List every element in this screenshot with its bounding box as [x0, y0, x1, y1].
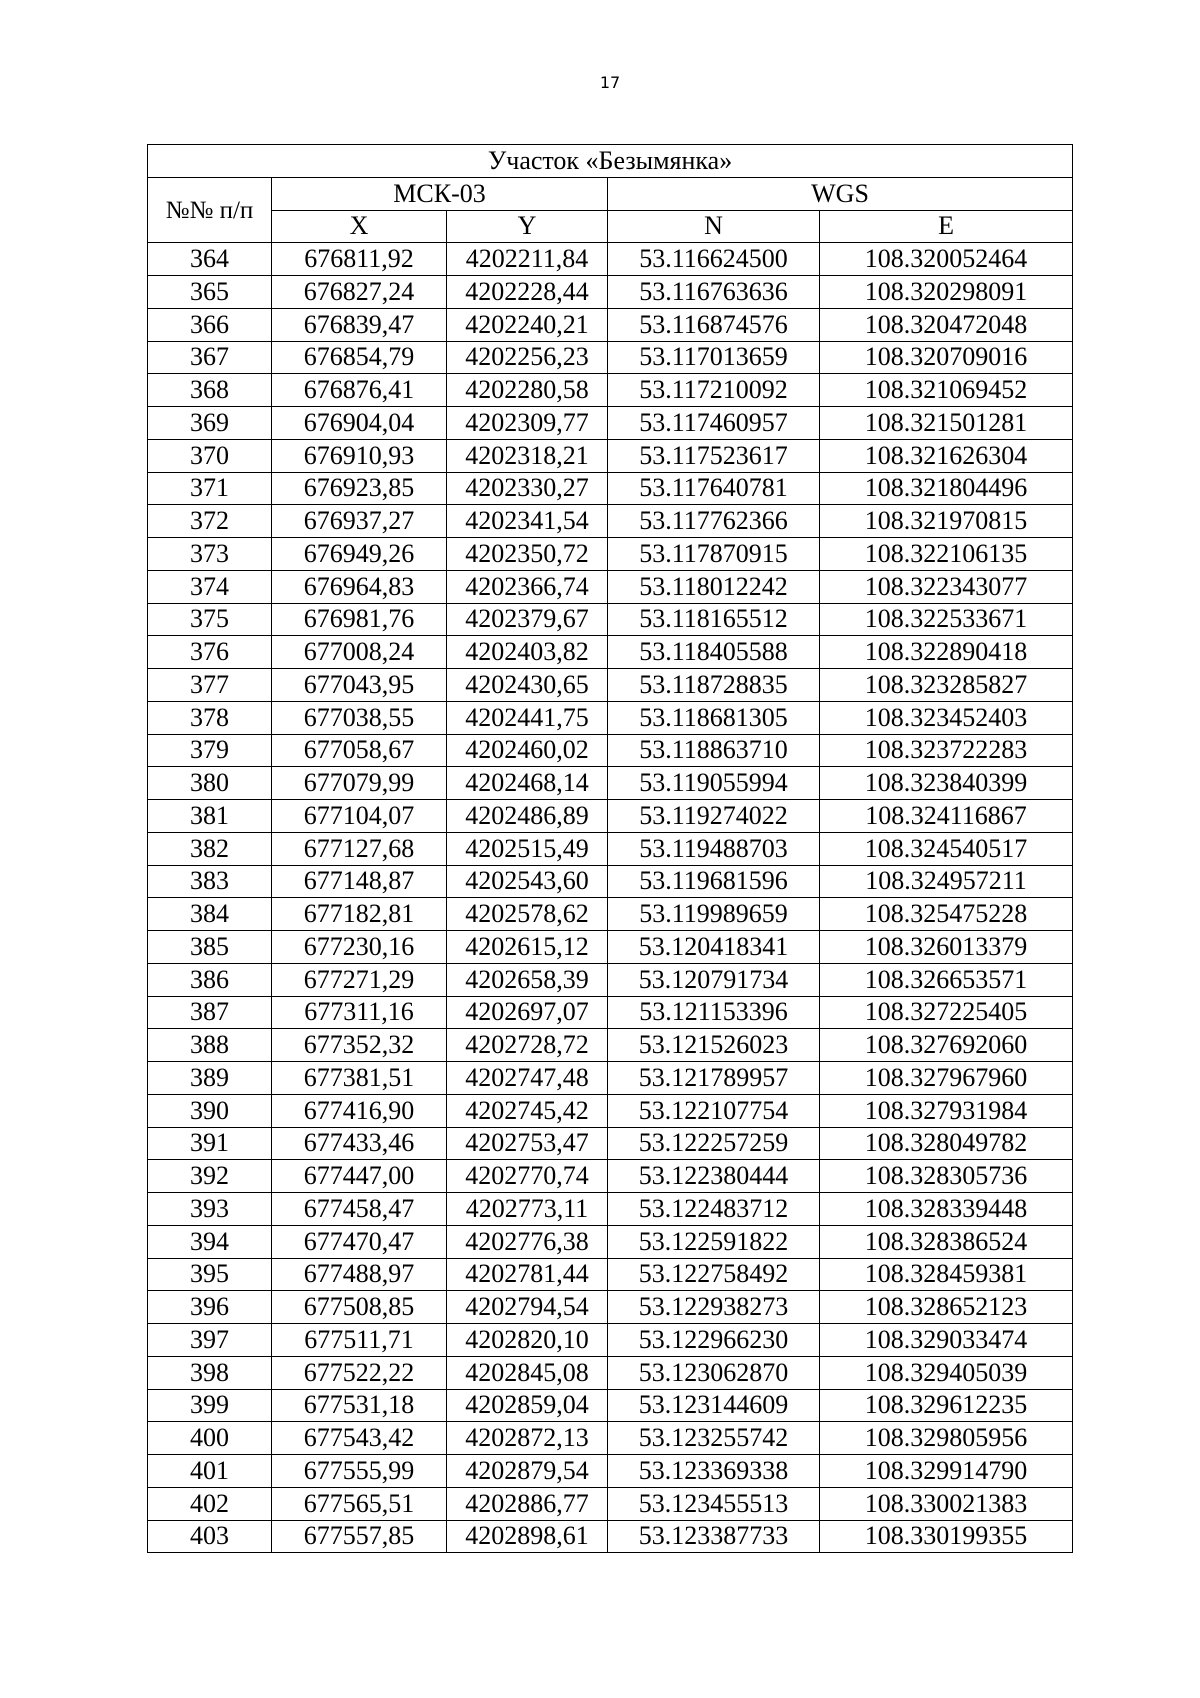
- e-cell: 108.323285827: [820, 669, 1073, 702]
- table-row: [148, 439, 1073, 472]
- point-number-cell: 370: [148, 439, 272, 472]
- y-cell: 4202747,48: [447, 1062, 608, 1095]
- table-row: [148, 570, 1073, 603]
- table-row: [148, 1487, 1073, 1520]
- x-cell: 677447,00: [272, 1160, 447, 1193]
- point-number-cell: 398: [148, 1356, 272, 1389]
- x-cell: 677104,07: [272, 800, 447, 833]
- x-cell: 677543,42: [272, 1422, 447, 1455]
- table-row: [148, 636, 1073, 669]
- e-cell: 108.321501281: [820, 407, 1073, 440]
- x-cell: 677008,24: [272, 636, 447, 669]
- y-cell: 4202486,89: [447, 800, 608, 833]
- y-cell: 4202658,39: [447, 963, 608, 996]
- y-cell: 4202794,54: [447, 1291, 608, 1324]
- point-number-cell: 376: [148, 636, 272, 669]
- n-cell: 53.117210092: [608, 374, 820, 407]
- n-cell: 53.119274022: [608, 800, 820, 833]
- e-cell: 108.327692060: [820, 1029, 1073, 1062]
- x-cell: 677522,22: [272, 1356, 447, 1389]
- table-row: [148, 1291, 1073, 1324]
- point-number-cell: 396: [148, 1291, 272, 1324]
- n-cell: 53.117523617: [608, 439, 820, 472]
- x-cell: 676964,83: [272, 570, 447, 603]
- point-number-cell: 378: [148, 701, 272, 734]
- x-cell: 677557,85: [272, 1520, 447, 1553]
- point-number-cell: 381: [148, 800, 272, 833]
- n-cell: 53.122107754: [608, 1094, 820, 1127]
- x-cell: 676923,85: [272, 472, 447, 505]
- e-cell: 108.328305736: [820, 1160, 1073, 1193]
- y-cell: 4202350,72: [447, 538, 608, 571]
- x-cell: 677352,32: [272, 1029, 447, 1062]
- e-cell: 108.328459381: [820, 1258, 1073, 1291]
- x-cell: 677079,99: [272, 767, 447, 800]
- point-number-cell: 387: [148, 996, 272, 1029]
- x-cell: 676949,26: [272, 538, 447, 571]
- table-row: [148, 734, 1073, 767]
- x-cell: 677433,46: [272, 1127, 447, 1160]
- x-cell: 677555,99: [272, 1455, 447, 1488]
- e-cell: 108.322890418: [820, 636, 1073, 669]
- e-cell: 108.328386524: [820, 1225, 1073, 1258]
- y-cell: 4202745,42: [447, 1094, 608, 1127]
- y-cell: 4202728,72: [447, 1029, 608, 1062]
- point-number-cell: 366: [148, 308, 272, 341]
- point-number-cell: 369: [148, 407, 272, 440]
- n-cell: 53.119055994: [608, 767, 820, 800]
- y-cell: 4202578,62: [447, 898, 608, 931]
- x-cell: 676937,27: [272, 505, 447, 538]
- x-cell: 677511,71: [272, 1324, 447, 1357]
- n-cell: 53.118165512: [608, 603, 820, 636]
- point-number-cell: 386: [148, 963, 272, 996]
- n-cell: 53.119681596: [608, 865, 820, 898]
- x-cell: 676910,93: [272, 439, 447, 472]
- point-number-cell: 394: [148, 1225, 272, 1258]
- table-row: [148, 1422, 1073, 1455]
- y-cell: 4202776,38: [447, 1225, 608, 1258]
- table-row: [148, 963, 1073, 996]
- e-cell: 108.320052464: [820, 243, 1073, 276]
- table-row: [148, 1094, 1073, 1127]
- y-cell: 4202341,54: [447, 505, 608, 538]
- point-number-cell: 375: [148, 603, 272, 636]
- n-cell: 53.119488703: [608, 832, 820, 865]
- e-cell: 108.322106135: [820, 538, 1073, 571]
- n-cell: 53.116763636: [608, 276, 820, 309]
- n-cell: 53.118863710: [608, 734, 820, 767]
- e-cell: 108.329612235: [820, 1389, 1073, 1422]
- group-header-msk: МСК-03: [272, 177, 608, 210]
- e-cell: 108.323840399: [820, 767, 1073, 800]
- point-number-cell: 374: [148, 570, 272, 603]
- e-cell: 108.329805956: [820, 1422, 1073, 1455]
- x-cell: 677416,90: [272, 1094, 447, 1127]
- e-cell: 108.327967960: [820, 1062, 1073, 1095]
- n-cell: 53.117762366: [608, 505, 820, 538]
- column-header-n: N: [608, 210, 820, 243]
- y-cell: 4202240,21: [447, 308, 608, 341]
- column-header-x: X: [272, 210, 447, 243]
- table-row: [148, 800, 1073, 833]
- y-cell: 4202781,44: [447, 1258, 608, 1291]
- y-cell: 4202879,54: [447, 1455, 608, 1488]
- y-cell: 4202430,65: [447, 669, 608, 702]
- column-header-y: Y: [447, 210, 608, 243]
- n-cell: 53.120418341: [608, 931, 820, 964]
- table-row: [148, 898, 1073, 931]
- point-number-cell: 388: [148, 1029, 272, 1062]
- point-number-cell: 389: [148, 1062, 272, 1095]
- table-row: [148, 1029, 1073, 1062]
- x-cell: 676827,24: [272, 276, 447, 309]
- n-cell: 53.118405588: [608, 636, 820, 669]
- table-row: [148, 931, 1073, 964]
- e-cell: 108.330199355: [820, 1520, 1073, 1553]
- n-cell: 53.123062870: [608, 1356, 820, 1389]
- n-cell: 53.122380444: [608, 1160, 820, 1193]
- point-number-cell: 391: [148, 1127, 272, 1160]
- n-cell: 53.122483712: [608, 1193, 820, 1226]
- n-cell: 53.122938273: [608, 1291, 820, 1324]
- e-cell: 108.322343077: [820, 570, 1073, 603]
- n-cell: 53.122966230: [608, 1324, 820, 1357]
- table-row: [148, 472, 1073, 505]
- y-cell: 4202366,74: [447, 570, 608, 603]
- e-cell: 108.328652123: [820, 1291, 1073, 1324]
- e-cell: 108.323722283: [820, 734, 1073, 767]
- table-row: [148, 505, 1073, 538]
- x-cell: 677230,16: [272, 931, 447, 964]
- x-cell: 677508,85: [272, 1291, 447, 1324]
- n-cell: 53.116874576: [608, 308, 820, 341]
- point-number-cell: 392: [148, 1160, 272, 1193]
- n-cell: 53.123387733: [608, 1520, 820, 1553]
- table-row: [148, 669, 1073, 702]
- x-cell: 677058,67: [272, 734, 447, 767]
- x-cell: 677470,47: [272, 1225, 447, 1258]
- e-cell: 108.321626304: [820, 439, 1073, 472]
- n-cell: 53.118012242: [608, 570, 820, 603]
- table-row: [148, 1520, 1073, 1553]
- e-cell: 108.324957211: [820, 865, 1073, 898]
- y-cell: 4202441,75: [447, 701, 608, 734]
- table-row: [148, 996, 1073, 1029]
- table-row: [148, 865, 1073, 898]
- x-cell: 677038,55: [272, 701, 447, 734]
- y-cell: 4202256,23: [447, 341, 608, 374]
- table-row: [148, 1258, 1073, 1291]
- n-cell: 53.118728835: [608, 669, 820, 702]
- table-row: [148, 538, 1073, 571]
- table-row: [148, 1193, 1073, 1226]
- n-cell: 53.123455513: [608, 1487, 820, 1520]
- y-cell: 4202211,84: [447, 243, 608, 276]
- y-cell: 4202318,21: [447, 439, 608, 472]
- n-cell: 53.117460957: [608, 407, 820, 440]
- column-header-number: №№ п/п: [148, 177, 272, 243]
- e-cell: 108.324540517: [820, 832, 1073, 865]
- n-cell: 53.122758492: [608, 1258, 820, 1291]
- table-row: [148, 767, 1073, 800]
- x-cell: 677271,29: [272, 963, 447, 996]
- point-number-cell: 400: [148, 1422, 272, 1455]
- e-cell: 108.320709016: [820, 341, 1073, 374]
- coordinates-table: [147, 144, 1073, 1553]
- table-row: [148, 701, 1073, 734]
- y-cell: 4202845,08: [447, 1356, 608, 1389]
- y-cell: 4202379,67: [447, 603, 608, 636]
- table-row: [148, 1127, 1073, 1160]
- e-cell: 108.320298091: [820, 276, 1073, 309]
- e-cell: 108.326013379: [820, 931, 1073, 964]
- x-cell: 677458,47: [272, 1193, 447, 1226]
- e-cell: 108.329033474: [820, 1324, 1073, 1357]
- table-row: [148, 407, 1073, 440]
- point-number-cell: 383: [148, 865, 272, 898]
- column-header-e: E: [820, 210, 1073, 243]
- y-cell: 4202615,12: [447, 931, 608, 964]
- n-cell: 53.123144609: [608, 1389, 820, 1422]
- n-cell: 53.122257259: [608, 1127, 820, 1160]
- table-row: [148, 603, 1073, 636]
- x-cell: 676981,76: [272, 603, 447, 636]
- table-row: [148, 1324, 1073, 1357]
- point-number-cell: 367: [148, 341, 272, 374]
- page-number: 17: [599, 73, 621, 92]
- e-cell: 108.322533671: [820, 603, 1073, 636]
- table-row: [148, 276, 1073, 309]
- x-cell: 676904,04: [272, 407, 447, 440]
- y-cell: 4202872,13: [447, 1422, 608, 1455]
- point-number-cell: 380: [148, 767, 272, 800]
- e-cell: 108.329914790: [820, 1455, 1073, 1488]
- point-number-cell: 395: [148, 1258, 272, 1291]
- e-cell: 108.321069452: [820, 374, 1073, 407]
- n-cell: 53.117870915: [608, 538, 820, 571]
- table-row: [148, 1356, 1073, 1389]
- n-cell: 53.121153396: [608, 996, 820, 1029]
- table-row: [148, 1062, 1073, 1095]
- n-cell: 53.117013659: [608, 341, 820, 374]
- x-cell: 676876,41: [272, 374, 447, 407]
- table-row: [148, 1160, 1073, 1193]
- y-cell: 4202515,49: [447, 832, 608, 865]
- y-cell: 4202898,61: [447, 1520, 608, 1553]
- point-number-cell: 379: [148, 734, 272, 767]
- x-cell: 677565,51: [272, 1487, 447, 1520]
- y-cell: 4202309,77: [447, 407, 608, 440]
- n-cell: 53.121526023: [608, 1029, 820, 1062]
- y-cell: 4202697,07: [447, 996, 608, 1029]
- e-cell: 108.320472048: [820, 308, 1073, 341]
- point-number-cell: 371: [148, 472, 272, 505]
- n-cell: 53.120791734: [608, 963, 820, 996]
- x-cell: 677127,68: [272, 832, 447, 865]
- e-cell: 108.326653571: [820, 963, 1073, 996]
- n-cell: 53.123369338: [608, 1455, 820, 1488]
- n-cell: 53.118681305: [608, 701, 820, 734]
- table-row: [148, 374, 1073, 407]
- point-number-cell: 403: [148, 1520, 272, 1553]
- y-cell: 4202330,27: [447, 472, 608, 505]
- y-cell: 4202403,82: [447, 636, 608, 669]
- e-cell: 108.327225405: [820, 996, 1073, 1029]
- y-cell: 4202460,02: [447, 734, 608, 767]
- y-cell: 4202770,74: [447, 1160, 608, 1193]
- e-cell: 108.327931984: [820, 1094, 1073, 1127]
- table-row: [148, 1225, 1073, 1258]
- n-cell: 53.116624500: [608, 243, 820, 276]
- point-number-cell: 365: [148, 276, 272, 309]
- y-cell: 4202280,58: [447, 374, 608, 407]
- y-cell: 4202543,60: [447, 865, 608, 898]
- x-cell: 677488,97: [272, 1258, 447, 1291]
- point-number-cell: 373: [148, 538, 272, 571]
- x-cell: 676854,79: [272, 341, 447, 374]
- point-number-cell: 364: [148, 243, 272, 276]
- x-cell: 677148,87: [272, 865, 447, 898]
- point-number-cell: 393: [148, 1193, 272, 1226]
- table-row: [148, 341, 1073, 374]
- table-row: [148, 1455, 1073, 1488]
- table-row: [148, 243, 1073, 276]
- n-cell: 53.123255742: [608, 1422, 820, 1455]
- e-cell: 108.330021383: [820, 1487, 1073, 1520]
- group-header-wgs: WGS: [608, 177, 1073, 210]
- n-cell: 53.122591822: [608, 1225, 820, 1258]
- point-number-cell: 402: [148, 1487, 272, 1520]
- y-cell: 4202753,47: [447, 1127, 608, 1160]
- point-number-cell: 399: [148, 1389, 272, 1422]
- x-cell: 676811,92: [272, 243, 447, 276]
- point-number-cell: 385: [148, 931, 272, 964]
- point-number-cell: 372: [148, 505, 272, 538]
- y-cell: 4202228,44: [447, 276, 608, 309]
- y-cell: 4202468,14: [447, 767, 608, 800]
- table-row: [148, 308, 1073, 341]
- e-cell: 108.325475228: [820, 898, 1073, 931]
- table-title: Участок «Безымянка»: [148, 145, 1073, 178]
- point-number-cell: 382: [148, 832, 272, 865]
- y-cell: 4202773,11: [447, 1193, 608, 1226]
- x-cell: 676839,47: [272, 308, 447, 341]
- e-cell: 108.321804496: [820, 472, 1073, 505]
- point-number-cell: 368: [148, 374, 272, 407]
- x-cell: 677182,81: [272, 898, 447, 931]
- e-cell: 108.321970815: [820, 505, 1073, 538]
- e-cell: 108.323452403: [820, 701, 1073, 734]
- n-cell: 53.117640781: [608, 472, 820, 505]
- point-number-cell: 377: [148, 669, 272, 702]
- x-cell: 677531,18: [272, 1389, 447, 1422]
- y-cell: 4202886,77: [447, 1487, 608, 1520]
- point-number-cell: 390: [148, 1094, 272, 1127]
- n-cell: 53.121789957: [608, 1062, 820, 1095]
- y-cell: 4202820,10: [447, 1324, 608, 1357]
- e-cell: 108.324116867: [820, 800, 1073, 833]
- x-cell: 677381,51: [272, 1062, 447, 1095]
- y-cell: 4202859,04: [447, 1389, 608, 1422]
- table-row: [148, 1389, 1073, 1422]
- table-row: [148, 832, 1073, 865]
- n-cell: 53.119989659: [608, 898, 820, 931]
- e-cell: 108.328339448: [820, 1193, 1073, 1226]
- x-cell: 677043,95: [272, 669, 447, 702]
- point-number-cell: 384: [148, 898, 272, 931]
- e-cell: 108.329405039: [820, 1356, 1073, 1389]
- table-body: [148, 243, 1073, 1553]
- point-number-cell: 401: [148, 1455, 272, 1488]
- e-cell: 108.328049782: [820, 1127, 1073, 1160]
- point-number-cell: 397: [148, 1324, 272, 1357]
- x-cell: 677311,16: [272, 996, 447, 1029]
